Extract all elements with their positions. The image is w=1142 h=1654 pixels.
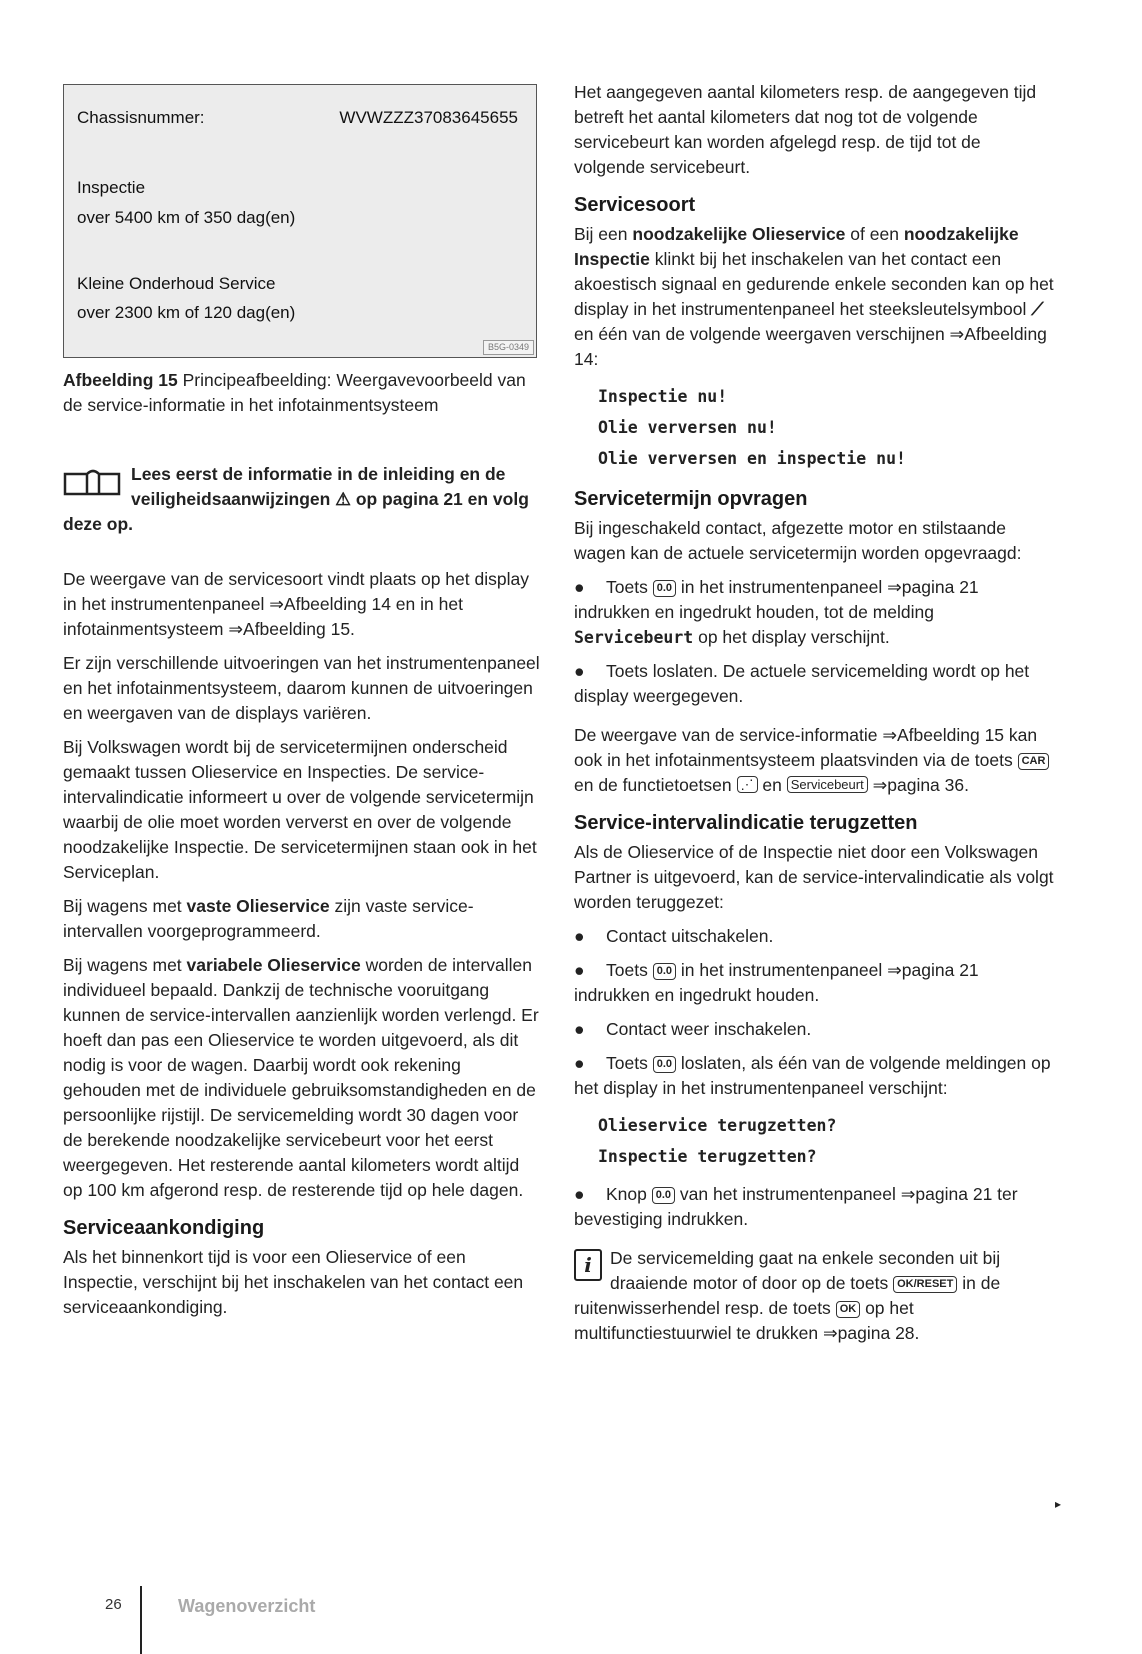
bold-term: noodzakelijke Olieservice — [632, 224, 846, 244]
message: Inspectie nu! — [598, 387, 728, 406]
text: of een — [850, 224, 899, 244]
text: in de ruitenwisserhendel resp. de toets — [574, 1273, 1001, 1318]
message: Inspectie terugzetten? — [598, 1147, 817, 1166]
left-body — [63, 567, 541, 1329]
bullet-item: ● Contact uitschakelen. — [574, 926, 774, 946]
page-number: 26 — [105, 1596, 122, 1613]
text: en — [762, 775, 782, 795]
message: Olie verversen nu! — [598, 418, 777, 437]
service-info-figure — [63, 84, 537, 358]
text: worden de intervallen individueel bepaald. Dankzij de technische vooruitgang kunnen de service-intervallen aanzienlijk worden verlengd. Er hoeft dan pas een Olieservice te worden uitgevoerd, als dit nodig is voor de wagen. Daarbij wordt ook rekening gehouden met de individuele gebruiksomstandigheden en de persoonlijke rijstijl. De servicemelding wordt 30 dagen voor de berekende noodzakelijke servicebeurt voor het eerst weergegeven. Het resterende aantal kilometers wordt altijd op 100 km afgerond resp. de resterende tijd op hele dagen. — [63, 955, 539, 1200]
servicebeurt-key: Servicebeurt — [787, 776, 868, 793]
trip-key-icon: 0.0 — [653, 1056, 676, 1073]
paragraph: Het aangegeven aantal kilometers resp. de aangegeven tijd betreft het aantal kilometers dat nog tot de volgende servicebeurt kan worden afgelegd resp. de tijd tot de volgende servicebeurt. — [574, 82, 1037, 177]
heading-servicetermijn: Servicetermijn opvragen — [574, 488, 808, 510]
reset-messages — [598, 1110, 1054, 1172]
right-column — [574, 80, 1054, 1355]
text: van het instrumentenpaneel ⇒pagina 21 ter bevestiging indrukken. — [574, 1184, 1018, 1229]
chassis-label: Chassisnummer: — [77, 108, 205, 127]
paragraph: Bij Volkswagen wordt bij de servicetermijnen onderscheid gemaakt tussen Olieservice en Inspecties. De service-intervalindicatie informeert u over de volgende servicetermijn waarbij de olie moet worden ververst en over de volgende noodzakelijke Inspectie. De servicetermijnen staan ook in het Serviceplan. — [63, 737, 537, 882]
section-title: Wagenoverzicht — [178, 1596, 316, 1616]
car-key-icon: CAR — [1018, 753, 1050, 770]
small-service-detail: over 2300 km of 120 dag(en) — [77, 303, 296, 322]
chassis-value: WVWZZZ37083645655 — [339, 108, 518, 127]
text: en één van de volgende weergaven verschijnen ⇒Afbeelding 14: — [574, 324, 1047, 369]
text: Toets — [606, 577, 648, 597]
text: Toets loslaten. De actuele servicemelding wordt op het display weergegeven. — [574, 661, 1030, 706]
trip-key-icon: 0.0 — [652, 1187, 675, 1204]
figure-caption — [63, 368, 541, 418]
inspection-detail: over 5400 km of 350 dag(en) — [77, 208, 296, 227]
bullet-item: ● Toets 0.0 loslaten, als één van de volgende meldingen op het display in het instrumentenpaneel verschijnt: — [574, 1053, 1051, 1098]
footer-divider — [140, 1586, 142, 1654]
bullet-item: ● Toets loslaten. De actuele servicemelding wordt op het display weergegeven. — [574, 661, 1030, 706]
book-icon — [63, 466, 121, 498]
paragraph — [574, 222, 1054, 372]
inspection-title: Inspectie — [77, 178, 146, 197]
caption-text: Principeafbeelding: Weergavevoorbeeld van de service-informatie in het infotainmentsysteem — [63, 370, 526, 415]
paragraph: Als het binnenkort tijd is voor een Olieservice of een Inspectie, verschijnt bij het inschakelen van het contact een serviceaankondiging. — [63, 1247, 524, 1317]
info-icon: i — [574, 1249, 602, 1281]
text: klinkt bij het inschakelen van het contact een akoestisch signaal en gedurende enkele seconden kan op het display in het instrumentenpaneel het steeksleutelsymbool — [574, 249, 1054, 319]
message: Olieservice terugzetten? — [598, 1116, 837, 1135]
text: op het display verschijnt. — [698, 627, 890, 647]
text: Bij wagens met — [63, 955, 182, 975]
ok-key-icon: OK — [836, 1301, 861, 1318]
heading-reset: Service-intervalindicatie terugzetten — [574, 812, 918, 834]
bullet-item: ● Contact weer inschakelen. — [574, 1019, 812, 1039]
text: De servicemelding gaat na enkele seconden uit bij draaiende motor of door op de toets — [610, 1248, 1001, 1293]
text: Bij een — [574, 224, 628, 244]
caption-label: Afbeelding 15 — [63, 370, 178, 390]
paragraph — [63, 894, 541, 944]
paragraph — [574, 723, 1054, 798]
message: Olie verversen en inspectie nu! — [598, 449, 906, 468]
warning-icon: ⚠ — [335, 489, 351, 509]
bullet-item: ● Knop 0.0 van het instrumentenpaneel ⇒pagina 21 ter bevestiging indrukken. — [574, 1184, 1018, 1229]
bold-term: noodzakelijke Inspectie — [574, 224, 1019, 269]
text: in het instrumentenpaneel ⇒pagina 21 indrukken en ingedrukt houden. — [574, 960, 979, 1005]
text: in het instrumentenpaneel ⇒pagina 21 indrukken en ingedrukt houden, tot de melding — [574, 577, 979, 622]
paragraph: De weergave van de servicesoort vindt plaats op het display in het instrumentenpaneel ⇒Afbeelding 14 en in het infotainmentsysteem ⇒Afbeelding 15. — [63, 569, 529, 639]
paragraph: Als de Olieservice of de Inspectie niet door een Volkswagen Partner is uitgevoerd, kan de service-intervalindicatie als volgt worden teruggezet: — [574, 842, 1054, 912]
paragraph: Er zijn verschillende uitvoeringen van het instrumentenpaneel en het infotainmentsysteem, daarom kunnen de uitvoeringen en weergaven van de displays variëren. — [63, 653, 540, 723]
text: op het multifunctiestuurwiel te drukken ⇒pagina 28. — [574, 1298, 920, 1343]
text: Toets — [606, 960, 648, 980]
bullet-item: ● Toets 0.0 in het instrumentenpaneel ⇒pagina 21 indrukken en ingedrukt houden, tot de melding Servicebeurt op het display verschijnt. — [574, 577, 979, 647]
wrench-icon: ⟋ — [1031, 299, 1044, 319]
trip-key-icon: 0.0 — [653, 963, 676, 980]
text: Knop — [606, 1184, 647, 1204]
figure-code: B5G-0349 — [483, 340, 534, 355]
info-note — [574, 1246, 1054, 1346]
paragraph: Bij ingeschakeld contact, afgezette motor en stilstaande wagen kan de actuele servicetermijn worden opgevraagd: — [574, 518, 1022, 563]
bold-term: vaste Olieservice — [186, 896, 330, 916]
text: zijn vaste service-intervallen voorgeprogrammeerd. — [63, 896, 474, 941]
ok-reset-key-icon: OK/RESET — [893, 1276, 957, 1293]
paragraph — [63, 953, 541, 1203]
text: Contact weer inschakelen. — [606, 1019, 812, 1039]
note-text-cont: op pagina 21 en volg deze op. — [63, 489, 529, 534]
service-messages — [598, 381, 1054, 474]
read-first-note — [63, 462, 541, 537]
text: De weergave van de service-informatie ⇒Afbeelding 15 kan ook in het infotainmentsysteem plaatsvinden via de toets — [574, 725, 1038, 770]
heading-servicesoort: Servicesoort — [574, 194, 696, 216]
text: loslaten, als één van de volgende meldingen op het display in het instrumentenpaneel verschijnt: — [574, 1053, 1051, 1098]
text: Bij wagens met — [63, 896, 182, 916]
menu-key-icon: ⋰ — [737, 776, 758, 793]
small-service-title: Kleine Onderhoud Service — [77, 274, 276, 293]
bold-term: variabele Olieservice — [186, 955, 361, 975]
text: Toets — [606, 1053, 648, 1073]
trip-key-icon: 0.0 — [653, 580, 676, 597]
bullet-item: ● Toets 0.0 in het instrumentenpaneel ⇒pagina 21 indrukken en ingedrukt houden. — [574, 960, 979, 1005]
note-text: Lees eerst de informatie in de inleiding en de veiligheidsaanwijzingen — [131, 464, 506, 509]
text: en de functietoetsen — [574, 775, 732, 795]
continue-arrow-icon: ▸ — [1055, 1497, 1062, 1511]
display-text: Servicebeurt — [574, 628, 694, 647]
text: Contact uitschakelen. — [606, 926, 774, 946]
heading-serviceaankondiging: Serviceaankondiging — [63, 1217, 265, 1239]
text: ⇒pagina 36. — [872, 775, 969, 795]
